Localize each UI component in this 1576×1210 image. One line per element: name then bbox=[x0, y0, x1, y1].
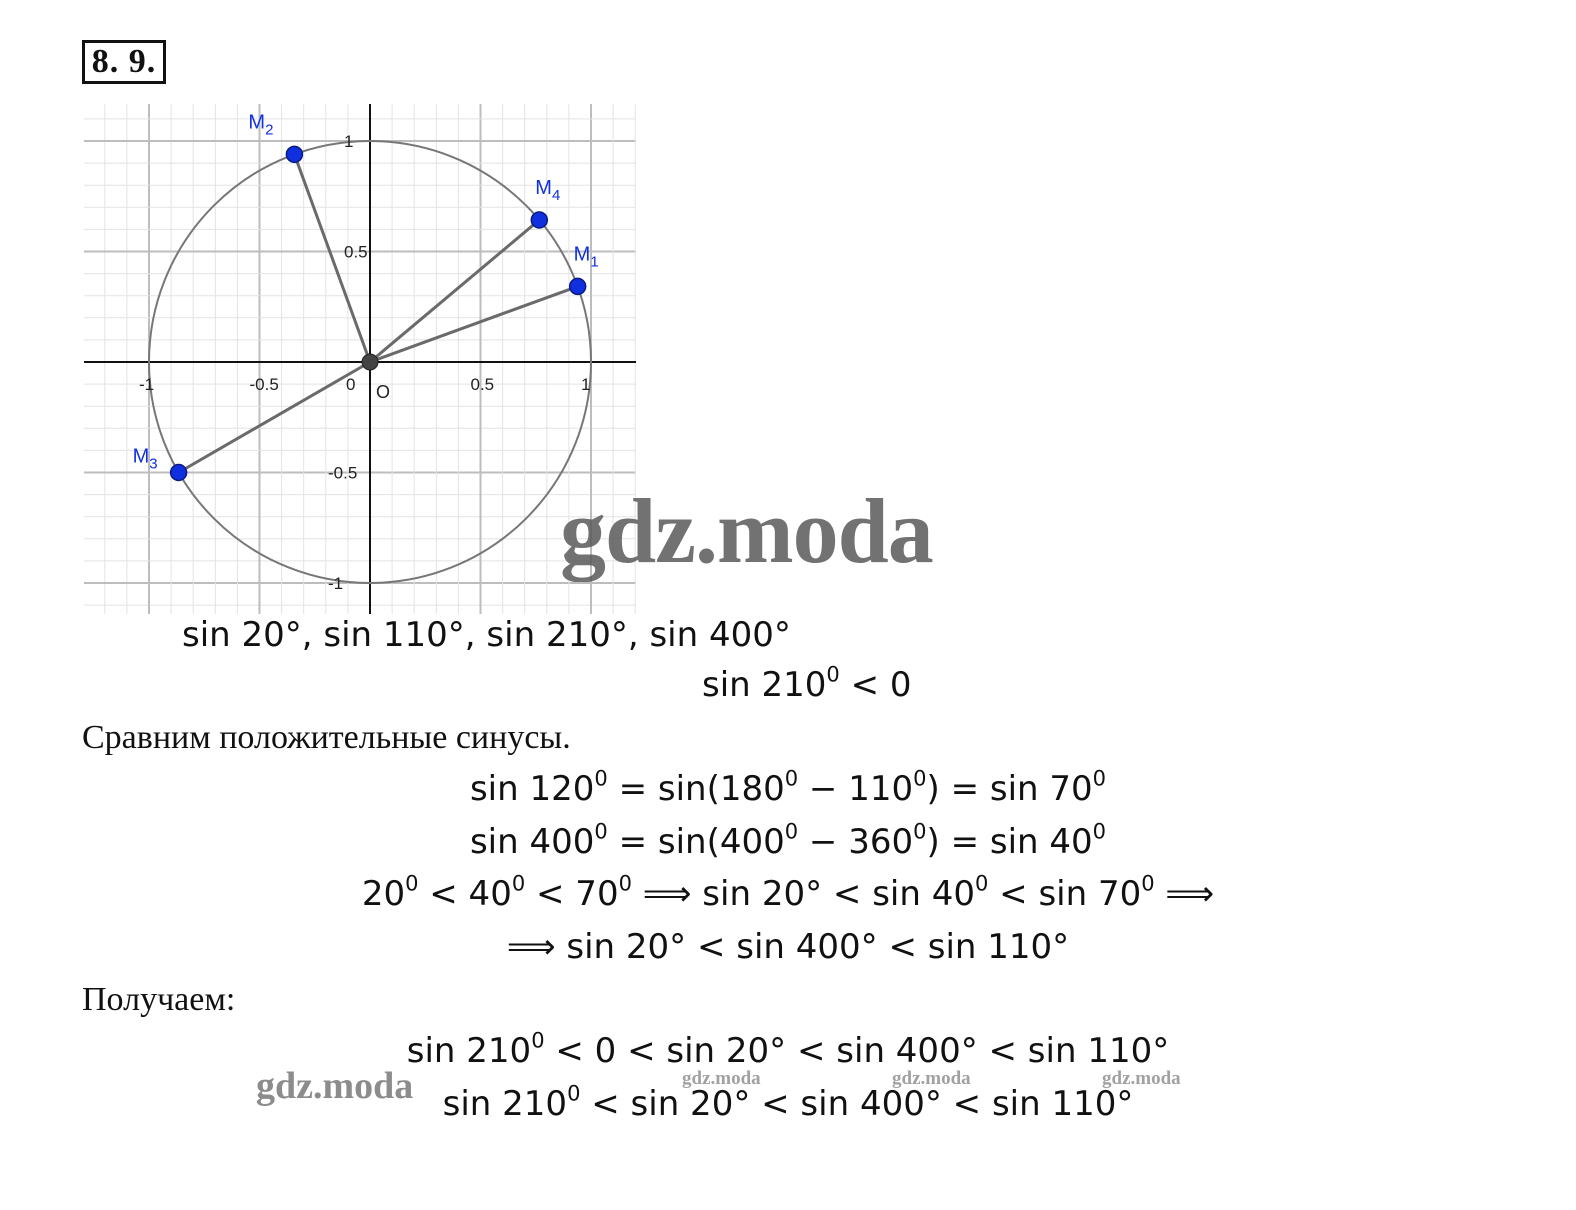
point-label: $M_2$ bbox=[248, 111, 274, 139]
y-tick-label: -1 bbox=[328, 574, 344, 593]
final-chain-1: $\sin 210^0 < 0 < \sin 20^\circ < \sin 400^\circ < \sin 110^\circ$ bbox=[406, 1028, 1170, 1071]
y-tick-label: 0.5 bbox=[344, 242, 368, 262]
x-tick-label: -1 bbox=[139, 375, 155, 394]
watermark-large: gdz.moda bbox=[560, 480, 933, 582]
obtain-text: Получаем: bbox=[82, 981, 236, 1018]
x-tick-label: 0.5 bbox=[470, 375, 495, 394]
point-label: $M_1$ bbox=[573, 243, 599, 271]
y-tick-label: -0.5 bbox=[328, 463, 358, 483]
watermark-small-3: gdz.moda bbox=[1102, 1068, 1181, 1089]
point-label: $M_4$ bbox=[535, 176, 561, 204]
point-m1 bbox=[570, 278, 586, 294]
grid bbox=[84, 104, 636, 614]
watermark-small-2: gdz.moda bbox=[892, 1068, 971, 1089]
y-tick-label: 1 bbox=[344, 132, 354, 151]
negative-sine: $\sin 210^0 < 0$ bbox=[702, 662, 912, 705]
origin-label: O bbox=[376, 382, 391, 402]
origin-point bbox=[362, 354, 378, 370]
radii bbox=[179, 154, 578, 472]
inequality-chain-1: $20^0 < 40^0 < 70^0$ ⟹ $\sin 20^\circ < \sin 40^0 < \sin 70^0$ ⟹ bbox=[361, 871, 1215, 914]
watermark-medium: gdz.moda bbox=[256, 1065, 414, 1107]
x-tick-label: -0.5 bbox=[249, 375, 279, 394]
point-m2 bbox=[286, 146, 302, 162]
point-m3 bbox=[171, 465, 187, 481]
given-expressions: sin 20°, sin 110°, sin 210°, sin 400° bbox=[182, 615, 791, 655]
unit-circle-diagram bbox=[80, 100, 640, 620]
problem-number: 8. 9. bbox=[82, 40, 166, 84]
final-chain-2: $\sin 210^0 < \sin 20^\circ < \sin 400^\circ < \sin 110^\circ$ bbox=[442, 1081, 1134, 1124]
radius-line bbox=[370, 220, 539, 362]
equation-1: $\sin 120^0 = \sin(180^0 - 110^0) = \sin 70^0$ bbox=[469, 766, 1107, 809]
x-tick-label: 0 bbox=[346, 375, 356, 394]
equation-2: $\sin 400^0 = \sin(400^0 - 360^0) = \sin 40^0$ bbox=[469, 819, 1107, 862]
x-tick-label: 1 bbox=[581, 375, 591, 394]
point-label: $M_3$ bbox=[132, 445, 158, 473]
inequality-chain-2: ⟹ sin 20° < sin 400° < sin 110° bbox=[506, 927, 1070, 967]
compare-positive-text: Сравним положительные синусы. bbox=[82, 719, 571, 756]
watermark-small-1: gdz.moda bbox=[682, 1068, 761, 1089]
point-m4 bbox=[531, 212, 547, 228]
